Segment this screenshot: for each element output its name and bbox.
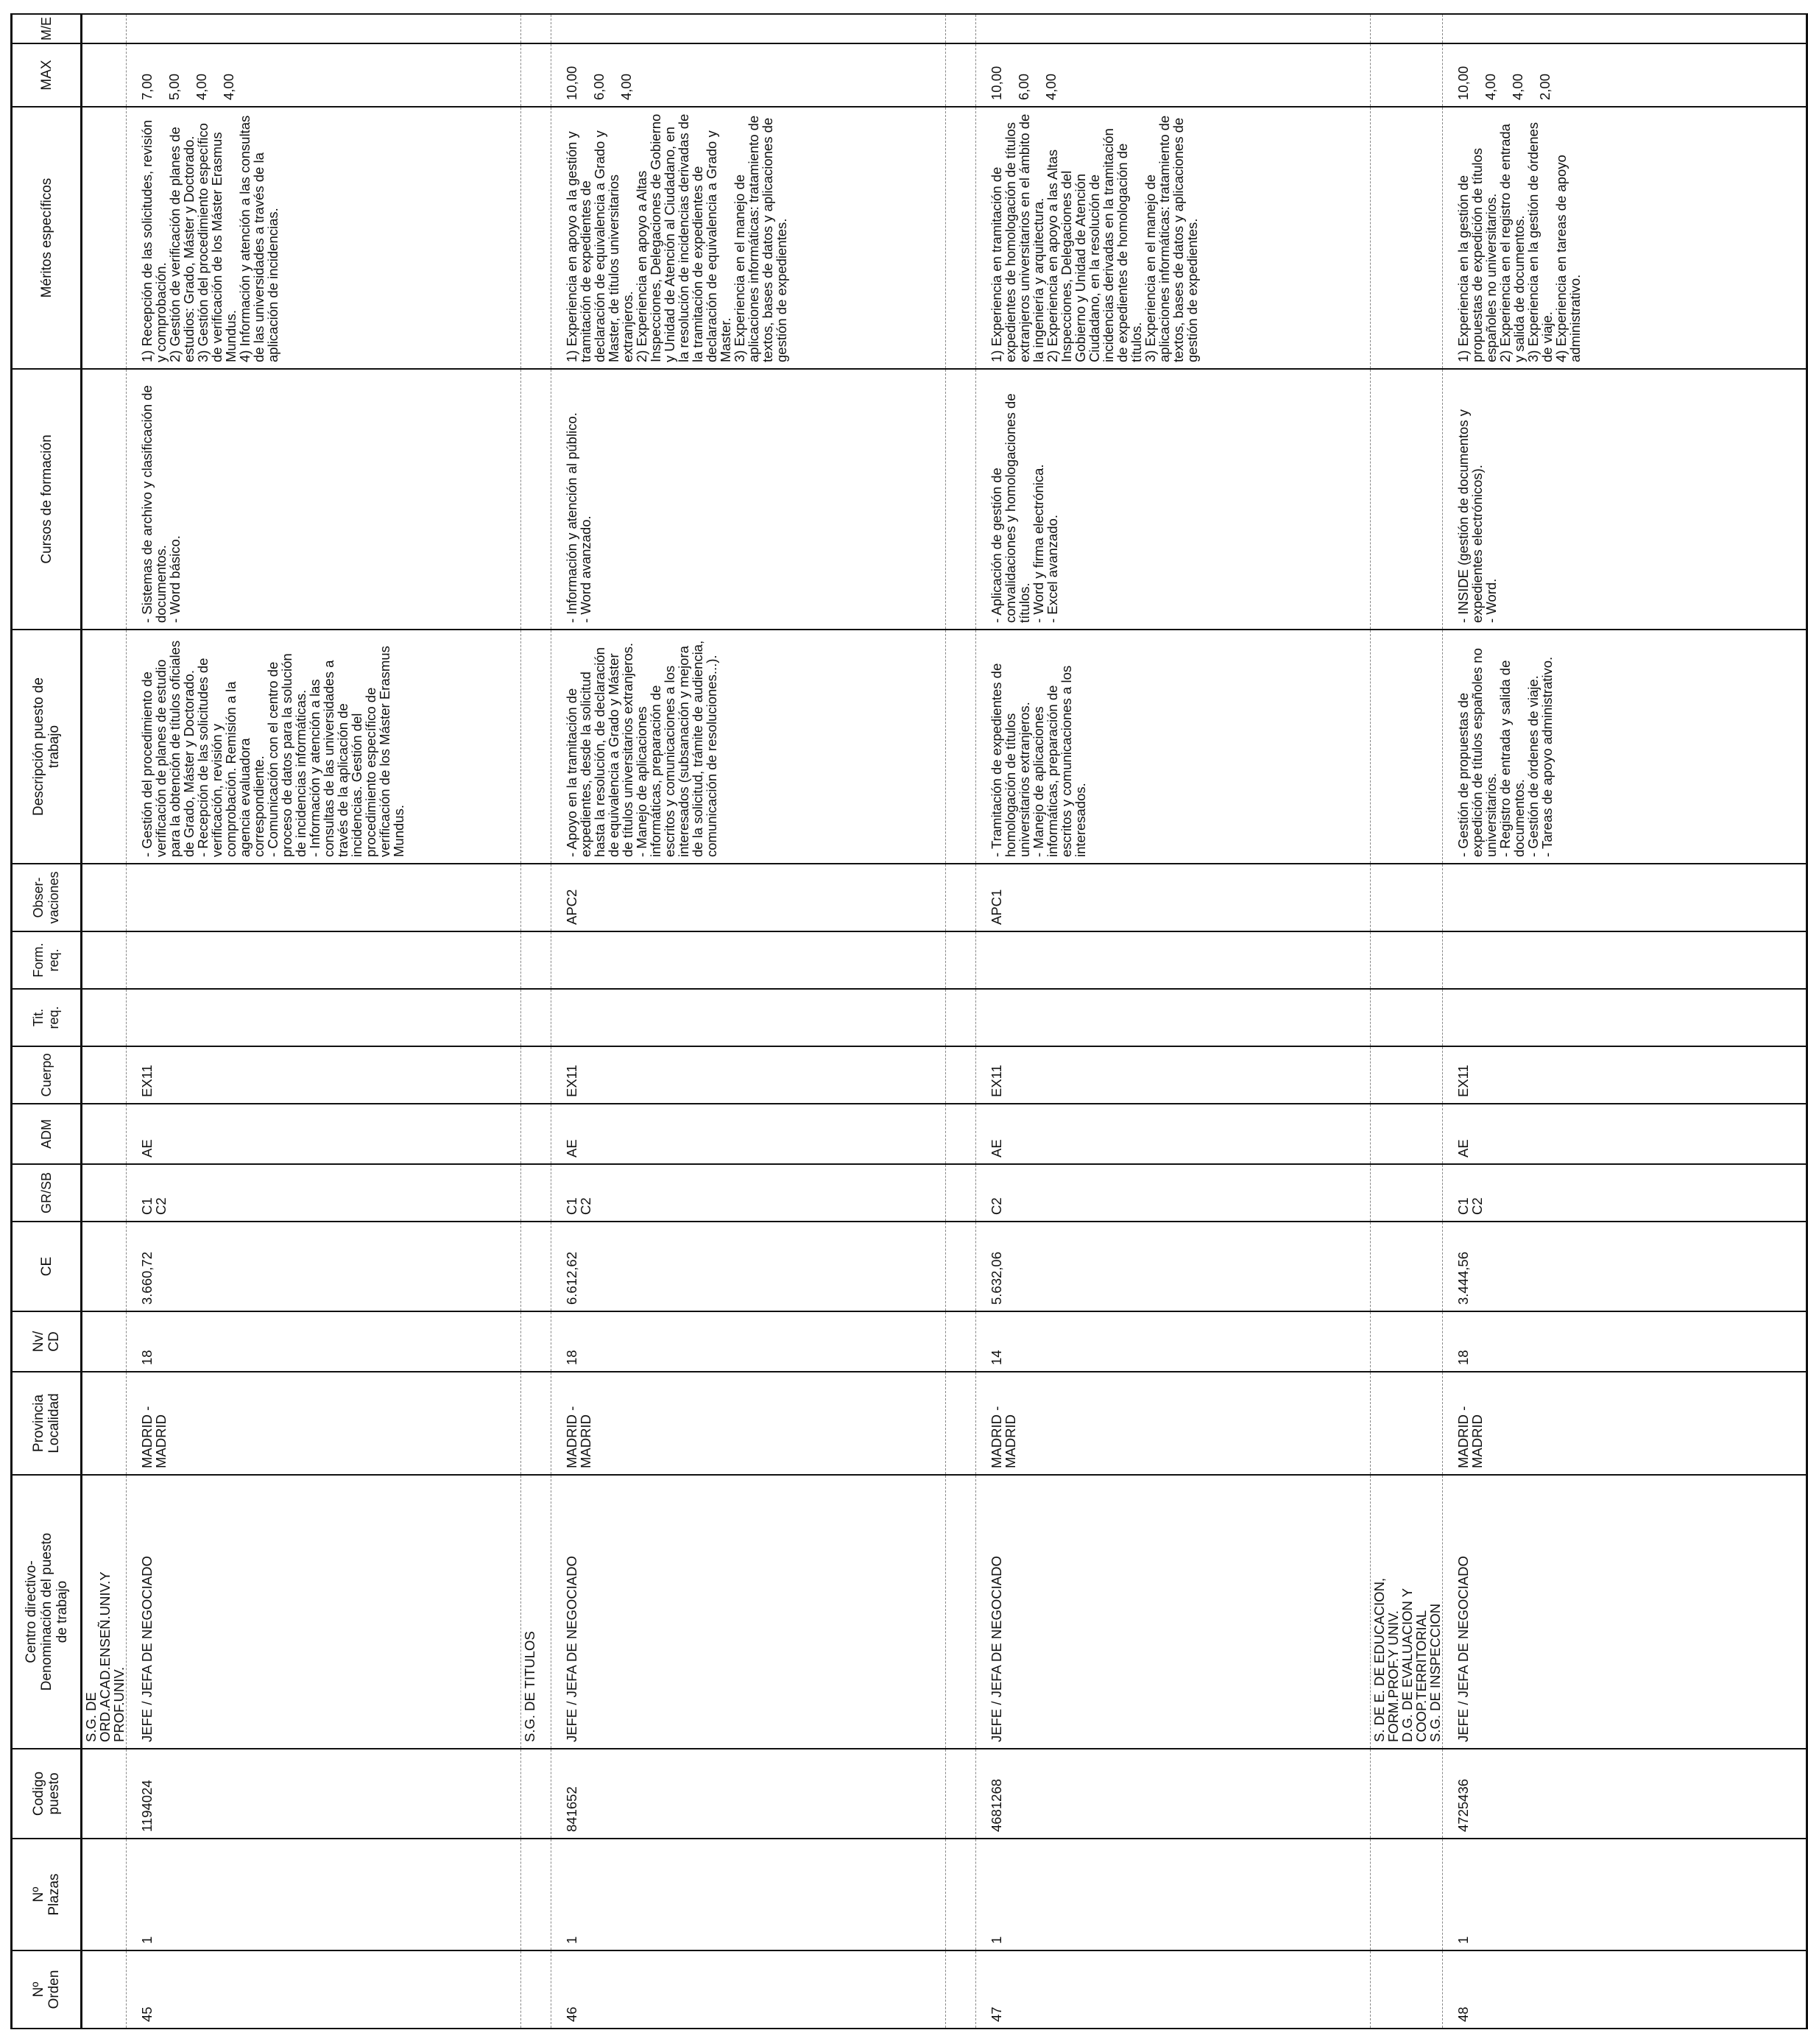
section-empty-cell: [946, 1222, 976, 1311]
cell-cursos: [1443, 369, 1807, 630]
cell-observaciones: [551, 864, 946, 931]
header-observaciones: Obser- vaciones: [12, 864, 82, 931]
max-value: 6,00: [1016, 73, 1031, 100]
cell-provincia: [1443, 1372, 1807, 1475]
section-empty-cell: [521, 1950, 551, 2029]
cell-max: [976, 43, 1371, 107]
cell-nivel: [976, 1311, 1371, 1372]
section-empty-cell: [82, 369, 127, 630]
max-value: 10,00: [564, 66, 579, 100]
max-points: [1443, 44, 1552, 106]
cell-formacion: [551, 931, 946, 989]
section-label: S.G. DE TITULOS: [522, 1631, 537, 1742]
section-empty-cell: [521, 1222, 551, 1311]
section-empty-cell: [82, 864, 127, 931]
section-empty-cell: [1371, 1839, 1443, 1950]
cell-ce: [127, 1222, 521, 1311]
formacion-text: [127, 932, 140, 988]
titulacion-text: [551, 990, 565, 1046]
header-cursos: Cursos de formación: [12, 369, 82, 630]
section-empty-cell: [1371, 1372, 1443, 1475]
meritos-text: 1) Recepción de las solicitudes, revisión y comprobación. 2) Gestión de verificación de planes de estudios: Grado, Máster y Doctorado. 3) Gestión del procedimiento específico de verificación de los Máster Erasmus Mundus. 4) Información y atención a las consultas de las universidades a través de la aplicación de incidencias.: [139, 115, 280, 362]
puesto-text: JEFE / JEFA DE NEGOCIADO: [989, 1556, 1004, 1742]
section-row: [1371, 14, 1443, 2029]
cell-titulacion: [551, 989, 946, 1046]
cuerpo-text: EX11: [139, 1065, 155, 1097]
section-empty-cell: [1371, 1104, 1443, 1164]
max-value: 5,00: [166, 73, 182, 100]
section-empty-cell: [521, 931, 551, 989]
cell-grupo: [551, 1164, 946, 1222]
section-empty-cell: [1371, 1046, 1443, 1104]
section-label-cell: [521, 1475, 551, 1749]
section-empty-cell: [521, 864, 551, 931]
cell-orden: [551, 1950, 946, 2029]
cell-cuerpo: [127, 1046, 521, 1104]
header-grupo: GR/SB: [12, 1164, 82, 1222]
header-me: M/E: [12, 14, 82, 43]
cell-me: [976, 14, 1371, 43]
section-empty-cell: [946, 931, 976, 989]
section-empty-cell: [82, 1950, 127, 2029]
section-empty-cell: [1371, 931, 1443, 989]
section-empty-cell: [946, 1311, 976, 1372]
cell-max: [1443, 43, 1807, 107]
meritos-text: 1) Experiencia en tramitación de expedientes de homologación de títulos extranjeros universitarios en el ámbito de la ingeniería y arquitectura. 2) Experiencia en apoyo a las Altas Inspecciones, Delegaciones del Gobierno y Unidad de Atención Ciudadano, en la resolución de incidencias derivadas en la tramitación de expedientes de homologación de títulos. 3) Experiencia en el manejo de aplicaciones informáticas: tratamiento de textos, bases de datos y aplicaciones de gestión de expedientes.: [989, 113, 1200, 362]
max-points: [976, 44, 1058, 106]
section-empty-cell: [946, 1104, 976, 1164]
section-empty-cell: [1371, 864, 1443, 931]
orden-text: 46: [564, 2006, 579, 2022]
provincia-text: MADRID - MADRID: [1455, 1406, 1485, 1468]
table-row: [976, 14, 1371, 2029]
header-provincia: Provincia Localidad: [12, 1372, 82, 1475]
puesto-text: JEFE / JEFA DE NEGOCIADO: [564, 1556, 579, 1742]
cell-nivel: [551, 1311, 946, 1372]
observaciones-text: APC2: [564, 889, 579, 925]
cell-observaciones: [976, 864, 1371, 931]
section-label-cell: [82, 1475, 127, 1749]
max-points: [127, 44, 236, 106]
section-empty-cell: [946, 369, 976, 630]
codigo-text: 1194024: [139, 1780, 155, 1832]
table-row: [1443, 14, 1807, 2029]
section-empty-cell: [521, 369, 551, 630]
descripcion-text: - Tramitación de expedientes de homologación de títulos universitarios extranjeros. - Manejo de aplicaciones informáticas, preparación de escritos y comunicaciones a los interesados.: [989, 663, 1088, 857]
nivel-text: 18: [139, 1350, 155, 1365]
cell-nivel: [1443, 1311, 1807, 1372]
formacion-text: [1443, 932, 1456, 988]
section-empty-cell: [521, 1311, 551, 1372]
cell-orden: [976, 1950, 1371, 2029]
section-label: S. DE E. DE EDUCACION, FORM.PROF.Y UNIV. D.G. DE EVALUACION Y COOP.TERRITORIAL S.G. DE INSPECCION: [1371, 1577, 1443, 1742]
puesto-text: JEFE / JEFA DE NEGOCIADO: [1455, 1556, 1471, 1742]
meritos-text: 1) Experiencia en apoyo a la gestión y tramitación de expedientes de declaración de equivalencia a Grado y Master, de títulos universitarios extranjeros. 2) Experiencia en apoyo a Altas Inspecciones, Delegaciones de Gobierno y Unidad de Atención al Ciudadano, en la resolución de incidencias derivadas de la tramitación de expedientes de declaración de equivalencia a Grado y Master. 3) Experiencia en el manejo de aplicaciones informáticas: tratamiento de textos, bases de datos y aplicaciones de gestión de expedientes.: [564, 113, 789, 362]
section-empty-cell: [521, 1046, 551, 1104]
cell-titulacion: [1443, 989, 1807, 1046]
header-row: [12, 14, 82, 2029]
cursos-text: - INSIDE (gestión de documentos y expedientes electrónicos). - Word.: [1455, 409, 1499, 623]
max-value: 7,00: [139, 73, 155, 100]
cell-cuerpo: [976, 1046, 1371, 1104]
cell-cursos: [976, 369, 1371, 630]
max-value: 10,00: [1455, 66, 1471, 100]
cell-descripcion: [551, 630, 946, 864]
cell-puesto: [551, 1475, 946, 1749]
cursos-text: - Sistemas de archivo y clasificación de documentos. - Word básico.: [139, 385, 183, 623]
cell-nivel: [127, 1311, 521, 1372]
cell-meritos: [551, 107, 946, 369]
cell-formacion: [1443, 931, 1807, 989]
section-empty-cell: [946, 864, 976, 931]
cell-orden: [1443, 1950, 1807, 2029]
cell-provincia: [976, 1372, 1371, 1475]
section-empty-cell: [82, 630, 127, 864]
adm-text: AE: [139, 1139, 155, 1157]
section-empty-cell: [946, 989, 976, 1046]
section-label-cell: [1371, 1475, 1443, 1749]
cell-meritos: [976, 107, 1371, 369]
codigo-text: 4725436: [1455, 1778, 1471, 1832]
plazas-text: 1: [1455, 1936, 1471, 1944]
provincia-text: MADRID - MADRID: [989, 1406, 1018, 1468]
section-empty-cell: [521, 1104, 551, 1164]
cell-titulacion: [976, 989, 1371, 1046]
section-empty-cell: [521, 630, 551, 864]
cell-observaciones: [127, 864, 521, 931]
header-meritos: Méritos específicos: [12, 107, 82, 369]
section-empty-cell: [1371, 107, 1443, 369]
header-orden: Nº Orden: [12, 1950, 82, 2029]
grupo-text: C1 C2: [564, 1197, 593, 1215]
cell-meritos: [1443, 107, 1807, 369]
header-centro: Centro directivo- Denominación del puesto de trabajo: [12, 1475, 82, 1749]
section-empty-cell: [521, 43, 551, 107]
grupo-text: C1 C2: [139, 1197, 169, 1215]
job-positions-table: [10, 13, 1808, 2029]
max-value: 4,00: [221, 73, 236, 100]
cell-puesto: [1443, 1475, 1807, 1749]
section-empty-cell: [82, 1839, 127, 1950]
cell-adm: [976, 1104, 1371, 1164]
table-row: [551, 14, 946, 2029]
plazas-text: 1: [139, 1936, 155, 1944]
puesto-text: JEFE / JEFA DE NEGOCIADO: [139, 1556, 155, 1742]
cell-adm: [127, 1104, 521, 1164]
section-empty-cell: [521, 989, 551, 1046]
max-value: 4,00: [1510, 73, 1525, 100]
cell-meritos: [127, 107, 521, 369]
header-cuerpo: Cuerpo: [12, 1046, 82, 1104]
section-empty-cell: [521, 1749, 551, 1839]
section-empty-cell: [82, 14, 127, 43]
cell-ce: [976, 1222, 1371, 1311]
section-empty-cell: [1371, 1950, 1443, 2029]
formacion-text: [976, 932, 989, 988]
cell-plazas: [551, 1839, 946, 1950]
cell-cursos: [127, 369, 521, 630]
nivel-text: 18: [1455, 1350, 1471, 1365]
cell-puesto: [127, 1475, 521, 1749]
cell-observaciones: [1443, 864, 1807, 931]
section-empty-cell: [82, 1164, 127, 1222]
adm-text: AE: [1455, 1139, 1471, 1157]
cell-ce: [1443, 1222, 1807, 1311]
cell-me: [127, 14, 521, 43]
section-empty-cell: [521, 1372, 551, 1475]
cell-provincia: [127, 1372, 521, 1475]
cell-plazas: [976, 1839, 1371, 1950]
max-value: 4,00: [618, 73, 634, 100]
cell-grupo: [127, 1164, 521, 1222]
descripcion-text: - Gestión de propuestas de expedición de títulos españoles no universitarios. - Registro de entrada y salida de documentos. - Gestión de órdenes de viaje. - Tareas de apoyo administrativo.: [1455, 648, 1555, 857]
cursos-text: - Aplicación de gestión de convalidaciones y homologaciones de títulos. - Word y firma electrónica. - Excel avanzado.: [989, 393, 1060, 623]
codigo-text: 841652: [564, 1786, 579, 1832]
ce-text: 6.612,62: [564, 1251, 579, 1305]
section-label: [946, 1476, 947, 1748]
section-empty-cell: [946, 1749, 976, 1839]
table-row: [127, 14, 521, 2029]
cell-cuerpo: [1443, 1046, 1807, 1104]
section-empty-cell: [82, 1046, 127, 1104]
section-empty-cell: [82, 107, 127, 369]
section-empty-cell: [1371, 1749, 1443, 1839]
cell-codigo: [551, 1749, 946, 1839]
section-empty-cell: [1371, 989, 1443, 1046]
cell-plazas: [1443, 1839, 1807, 1950]
cell-grupo: [1443, 1164, 1807, 1222]
titulacion-text: [976, 990, 989, 1046]
section-empty-cell: [946, 1839, 976, 1950]
orden-text: 48: [1455, 2006, 1471, 2022]
section-empty-cell: [82, 1311, 127, 1372]
cell-descripcion: [127, 630, 521, 864]
section-empty-cell: [82, 931, 127, 989]
section-empty-cell: [82, 1372, 127, 1475]
section-row: [82, 14, 127, 2029]
section-empty-cell: [946, 1046, 976, 1104]
section-empty-cell: [946, 1164, 976, 1222]
max-value: 10,00: [989, 66, 1004, 100]
cell-adm: [551, 1104, 946, 1164]
cell-puesto: [976, 1475, 1371, 1749]
cell-provincia: [551, 1372, 946, 1475]
section-empty-cell: [82, 43, 127, 107]
section-empty-cell: [521, 1839, 551, 1950]
cell-max: [551, 43, 946, 107]
adm-text: AE: [989, 1139, 1004, 1157]
cell-formacion: [976, 931, 1371, 989]
ce-text: 3.444,56: [1455, 1251, 1471, 1305]
cell-codigo: [976, 1749, 1371, 1839]
cell-me: [551, 14, 946, 43]
codigo-text: 4681268: [989, 1778, 1004, 1832]
cell-codigo: [1443, 1749, 1807, 1839]
cell-plazas: [127, 1839, 521, 1950]
formacion-text: [551, 932, 565, 988]
section-empty-cell: [1371, 1311, 1443, 1372]
section-empty-cell: [1371, 1222, 1443, 1311]
cell-descripcion: [976, 630, 1371, 864]
nivel-text: 14: [989, 1350, 1004, 1365]
observaciones-text: APC1: [989, 889, 1004, 925]
cell-orden: [127, 1950, 521, 2029]
section-empty-cell: [82, 1104, 127, 1164]
section-empty-cell: [82, 1222, 127, 1311]
header-adm: ADM: [12, 1104, 82, 1164]
meritos-text: 1) Experiencia en la gestión de propuestas de expedición de títulos españoles no universitarios. 2) Experiencia en el registro de entrada y salida de documentos. 3) Experiencia en la gestión de órdenes de viaje. 4) Experiencia en tareas de apoyo administrativo.: [1455, 121, 1583, 362]
section-row: [521, 14, 551, 2029]
section-row: [946, 14, 976, 2029]
header-plazas: Nº Plazas: [12, 1839, 82, 1950]
grupo-text: C1 C2: [1455, 1197, 1485, 1215]
section-empty-cell: [521, 14, 551, 43]
provincia-text: MADRID - MADRID: [139, 1406, 169, 1468]
header-formacion: Form. req.: [12, 931, 82, 989]
observaciones-text: [127, 864, 140, 931]
grupo-text: C2: [989, 1197, 1004, 1215]
header-ce: CE: [12, 1222, 82, 1311]
ce-text: 3.660,72: [139, 1251, 155, 1305]
header-titulacion: Tit. req.: [12, 989, 82, 1046]
cuerpo-text: EX11: [989, 1065, 1004, 1097]
max-points: [551, 44, 633, 106]
cell-grupo: [976, 1164, 1371, 1222]
max-value: 4,00: [1043, 73, 1059, 100]
nivel-text: 18: [564, 1350, 579, 1365]
cell-adm: [1443, 1104, 1807, 1164]
cell-cursos: [551, 369, 946, 630]
observaciones-text: [1443, 864, 1456, 931]
section-empty-cell: [946, 1372, 976, 1475]
header-max: MAX: [12, 43, 82, 107]
cuerpo-text: EX11: [1455, 1065, 1471, 1097]
section-label-cell: [946, 1475, 976, 1749]
section-empty-cell: [946, 107, 976, 369]
max-value: 2,00: [1537, 73, 1553, 100]
cell-ce: [551, 1222, 946, 1311]
ce-text: 5.632,06: [989, 1251, 1004, 1305]
cell-formacion: [127, 931, 521, 989]
section-empty-cell: [82, 989, 127, 1046]
cuerpo-text: EX11: [564, 1065, 579, 1097]
section-empty-cell: [1371, 369, 1443, 630]
cell-max: [127, 43, 521, 107]
section-empty-cell: [1371, 630, 1443, 864]
orden-text: 47: [989, 2006, 1004, 2022]
descripcion-text: - Apoyo en la tramitación de expedientes, desde la solicitud hasta la resolución, de declaración de equivalencia a Grado y Máster de títulos universitarios extranjeros. - Manejo de aplicaciones informáticas, preparación de escritos y comunicaciones a los interesados (subsanación y mejora de la solicitud, trámite de audiencia, comunicación de resoluciones...).: [564, 640, 719, 857]
header-descripcion: Descripción puesto de trabajo: [12, 630, 82, 864]
cell-codigo: [127, 1749, 521, 1839]
section-empty-cell: [1371, 1164, 1443, 1222]
header-codigo: Codigo puesto: [12, 1749, 82, 1839]
section-empty-cell: [82, 1749, 127, 1839]
max-value: 6,00: [591, 73, 607, 100]
cell-cuerpo: [551, 1046, 946, 1104]
section-label: S.G. DE ORD.ACAD.ENSEÑ.UNIV.Y PROF.UNIV.: [83, 1571, 127, 1742]
section-empty-cell: [946, 14, 976, 43]
section-empty-cell: [521, 107, 551, 369]
header-nivel: Nv/ CD: [12, 1311, 82, 1372]
orden-text: 45: [139, 2006, 155, 2022]
plazas-text: 1: [564, 1936, 579, 1944]
section-empty-cell: [946, 630, 976, 864]
section-empty-cell: [1371, 43, 1443, 107]
section-empty-cell: [1371, 14, 1443, 43]
section-empty-cell: [521, 1164, 551, 1222]
section-empty-cell: [946, 43, 976, 107]
provincia-text: MADRID - MADRID: [564, 1406, 593, 1468]
plazas-text: 1: [989, 1936, 1004, 1944]
adm-text: AE: [564, 1139, 579, 1157]
titulacion-text: [127, 990, 140, 1046]
max-value: 4,00: [194, 73, 209, 100]
cell-me: [1443, 14, 1807, 43]
cell-titulacion: [127, 989, 521, 1046]
cell-descripcion: [1443, 630, 1807, 864]
descripcion-text: - Gestión del procedimiento de verificación de planes de estudio para la obtención de títulos oficiales de Grado, Máster y Doctorado. - Recepción de las solicitudes de verificación, revisión y comprobación. Remisión a la agencia evaluadora correspondiente. - Comunicación con el centro de proceso de datos para la solución de incidencias informáticas. - Información y atención a las consultas de las universidades a través de la aplicación de incidencias. Gestión del procedimiento específico de verificación de los Máster Erasmus Mundus.: [139, 640, 406, 857]
cursos-text: - Información y atención al público. - Word avanzado.: [564, 412, 593, 623]
max-value: 4,00: [1483, 73, 1498, 100]
titulacion-text: [1443, 990, 1456, 1046]
section-empty-cell: [946, 1950, 976, 2029]
